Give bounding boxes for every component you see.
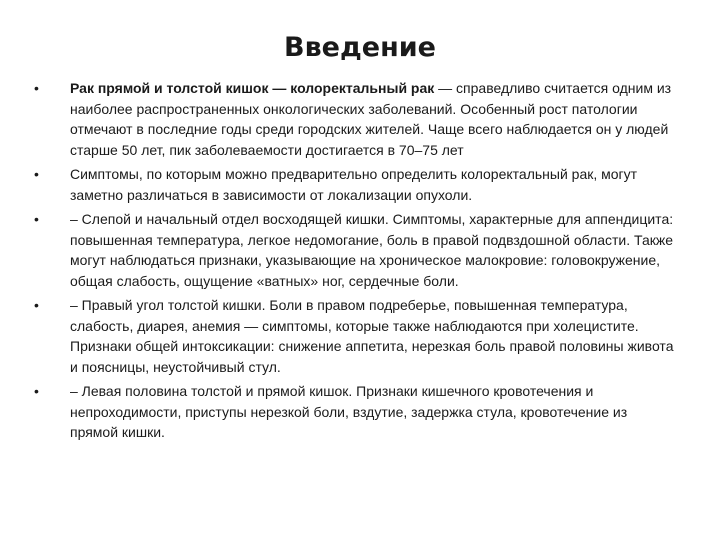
bullet-dot-icon: • — [34, 383, 39, 399]
slide-title: Введение — [284, 32, 436, 63]
bullet-dot-icon: • — [34, 297, 39, 313]
bullet-text: – Правый угол толстой кишки. Боли в правом подреберье, повышенная температура, слабость, диарея, анемия — симптомы, которые также наблюдаются при холецистите. Признаки общей интоксикации: снижение аппетита, нерезкая боль правой половины живота и поясницы, неустойчивый стул. — [70, 297, 674, 375]
bullet-item — [34, 78, 674, 160]
bullet-lead-text: Рак прямой и толстой кишок — колоректальный рак — [70, 80, 435, 96]
bullet-list — [34, 78, 674, 447]
bullet-text: Симптомы, по которым можно предварительно определить колоректальный рак, могут заметно различаться в зависимости от локализации опухоли. — [70, 166, 638, 203]
bullet-item — [34, 164, 674, 205]
bullet-item — [34, 209, 674, 291]
bullet-item — [34, 295, 674, 377]
bullet-dot-icon: • — [34, 166, 39, 182]
bullet-text: – Слепой и начальный отдел восходящей кишки. Симптомы, характерные для аппендицита: повышенная температура, легкое недомогание, боль в правой подвздошной области. Также могут наблюдаться признаки, указывающие на хроническое малокровие: головокружение, общая слабость, ощущение «ватных» ног, сердечные боли. — [70, 211, 674, 289]
bullet-dot-icon: • — [34, 211, 39, 227]
bullet-item — [34, 381, 674, 443]
bullet-text: – Левая половина толстой и прямой кишок. Признаки кишечного кровотечения и непроходимости, приступы нерезкой боли, вздутие, задержка стула, кровотечение из прямой кишки. — [70, 383, 628, 440]
bullet-dot-icon: • — [34, 80, 39, 96]
bullet-text: — справедливо считается одним из наиболее распространенных онкологических заболеваний. Особенный рост патологии отмечают в последние годы среди городских жителей. Чаще всего наблюдается он у людей старше 50 лет, пик заболеваемости достигается в 70–75 лет — [70, 80, 672, 158]
